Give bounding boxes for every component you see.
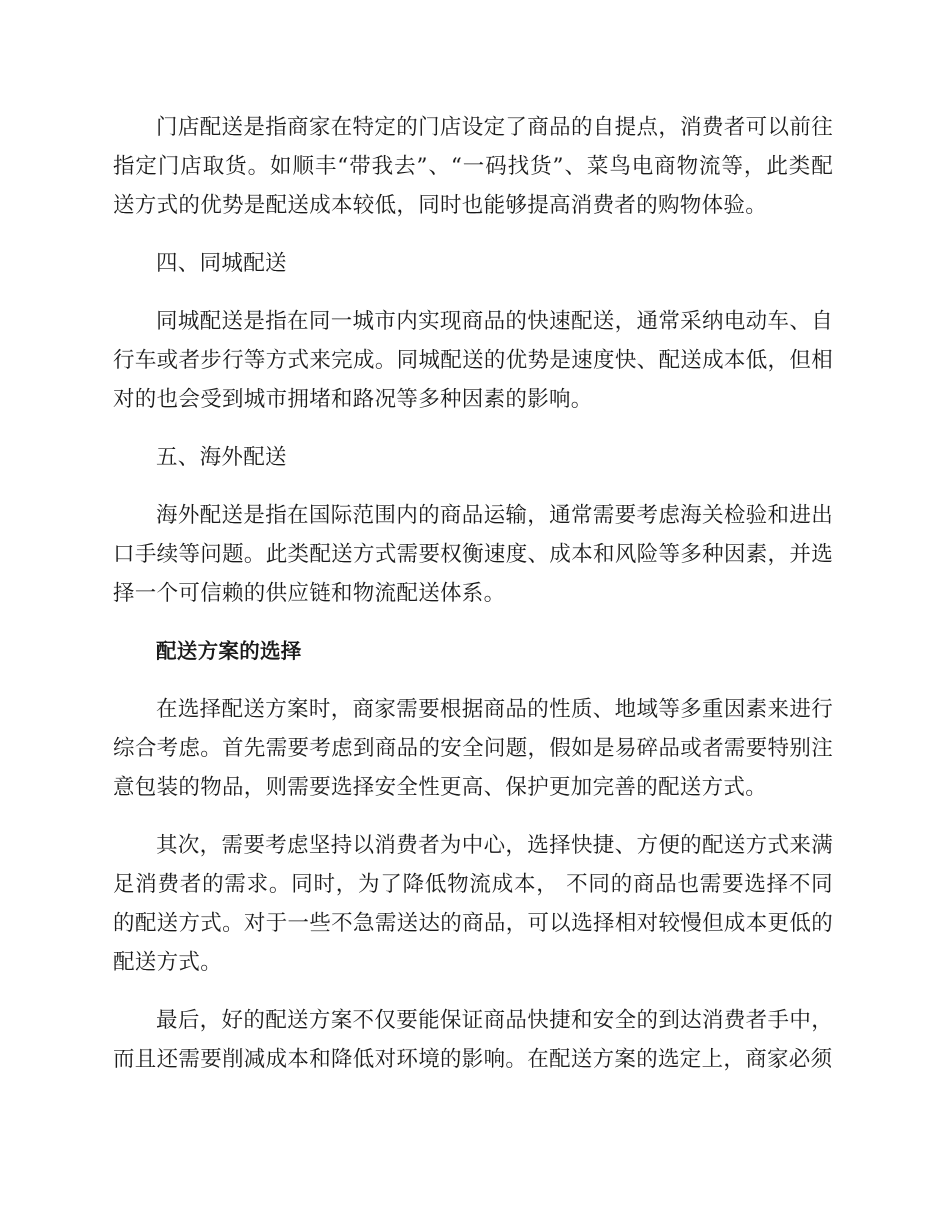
paragraph-overseas-delivery: 海外配送是指在国际范围内的商品运输，通常需要考虑海关检验和进出口手续等问题。此类配送方式需要权衡速度、成本和风险等多种因素，并选择一个可信赖的供应链和物流配送体系。 xyxy=(113,503,833,606)
heading-overseas-delivery: 五、海外配送 xyxy=(156,445,287,470)
paragraph-same-city-delivery: 同城配送是指在同一城市内实现商品的快速配送，通常采纳电动车、自行车或者步行等方式来完成。同城配送的优势是速度快、配送成本低，但相对的也会受到城市拥堵和路况等多种因素的影响。 xyxy=(113,309,833,412)
paragraph-final-considerations: 最后，好的配送方案不仅要能保证商品快捷和安全的到达消费者手中，而且还需要削减成本和降低对环境的影响。在配送方案的选定上，商家必须 xyxy=(113,1008,833,1072)
paragraph-store-delivery: 门店配送是指商家在特定的门店设定了商品的自提点，消费者可以前往指定门店取货。如顺丰“带我去”、“一码找货”、菜鸟电商物流等，此类配送方式的优势是配送成本较低，同时也能够提高消费者的购物体验。 xyxy=(113,115,833,218)
document-page xyxy=(113,108,833,1098)
paragraph-plan-considerations: 在选择配送方案时，商家需要根据商品的性质、地域等多重因素来进行综合考虑。首先需要考虑到商品的安全问题，假如是易碎品或者需要特别注意包装的物品，则需要选择安全性更高、保护更加完善的配送方式。 xyxy=(113,697,833,800)
heading-same-city-delivery: 四、同城配送 xyxy=(156,251,287,276)
paragraph-consumer-centered: 其次，需要考虑坚持以消费者为中心，选择快捷、方便的配送方式来满足消费者的需求。同时，为了降低物流成本， 不同的商品也需要选择不同的配送方式。对于一些不急需送达的商品，可以选择相对较慢但成本更低的配送方式。 xyxy=(113,833,833,975)
heading-delivery-plan-selection: 配送方案的选择 xyxy=(156,639,302,663)
